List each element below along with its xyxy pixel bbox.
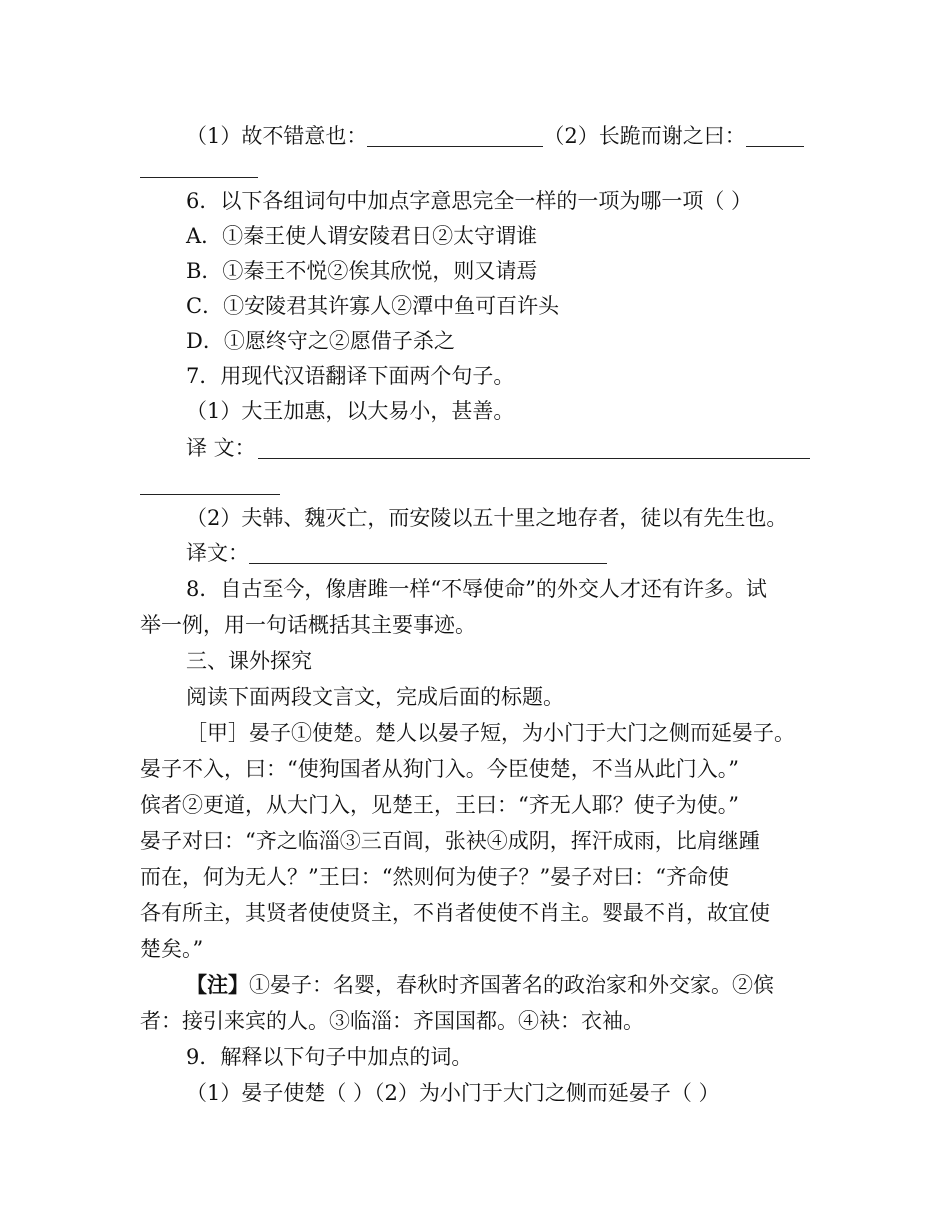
q7-stem: 7．用现代汉语翻译下面两个句子。 bbox=[186, 364, 515, 388]
q6-stem: 6．以下各组词句中加点字意思完全一样的一项为哪一项（ ） bbox=[186, 189, 753, 213]
q6-option-d: D．①愿终守之②愿借子杀之 bbox=[186, 329, 455, 353]
q5-part1-label: （1）故不错意也： bbox=[186, 124, 368, 148]
q7-translation-2-line bbox=[186, 538, 607, 568]
notes-text: ①晏子：名婴，春秋时齐国著名的政治家和外交家。②傧 bbox=[249, 973, 774, 997]
q7-sentence-2: （2）夫韩、魏灭亡，而安陵以五十里之地存者，徒以有先生也。 bbox=[186, 506, 788, 530]
passage-line: 而在，何为无人？”王曰：“然则何为使子？”晏子对曰：“齐命使 bbox=[140, 865, 729, 889]
passage-line: ［甲］晏子①使楚。楚人以晏子短，为小门于大门之侧而延晏子。 bbox=[186, 721, 795, 745]
passage-line: 各有所主，其贤者使使贤主，不肖者使使不肖主。婴最不肖，故宜使 bbox=[140, 901, 770, 925]
q7-sentence-1: （1）大王加惠，以大易小，甚善。 bbox=[186, 399, 515, 423]
q8-line-1: 8．自古至今，像唐雎一样“不辱使命”的外交人才还有许多。试 bbox=[186, 577, 767, 601]
answer-blank bbox=[258, 458, 810, 459]
q7-translation-1-line bbox=[186, 433, 256, 463]
passage-line: 楚矣。” bbox=[140, 937, 204, 961]
section-heading: 三、课外探究 bbox=[186, 649, 312, 673]
notes-line-1 bbox=[186, 970, 774, 1000]
reading-instruction: 阅读下面两段文言文，完成后面的标题。 bbox=[186, 685, 564, 709]
q9-items: （1）晏子使楚（ ）（2）为小门于大门之侧而延晏子（ ） bbox=[186, 1081, 720, 1105]
q5-part2-label: （2）长跪而谢之曰： bbox=[543, 124, 746, 148]
answer-blank bbox=[249, 562, 607, 564]
q9-stem: 9．解释以下句子中加点的词。 bbox=[186, 1045, 473, 1069]
q6-option-a: A．①秦王使人谓安陵君日②太守谓谁 bbox=[186, 224, 538, 248]
answer-blank-continuation bbox=[140, 494, 280, 495]
answer-blank bbox=[367, 145, 543, 147]
notes-label: 【注】 bbox=[186, 972, 249, 997]
answer-blank bbox=[746, 145, 804, 147]
passage-line: 晏子对曰：“齐之临淄③三百闾，张袂④成阴，挥汗成雨，比肩继踵 bbox=[140, 829, 760, 853]
passage-line: 傧者②更道，从大门入，见楚王，王曰：“齐无人耶？使子为使。” bbox=[140, 793, 739, 817]
translation-label: 译文： bbox=[186, 541, 249, 565]
q6-option-c: C．①安陵君其许寡人②潭中鱼可百许头 bbox=[186, 294, 560, 318]
q6-option-b: B．①秦王不悦②俟其欣悦，则又请焉 bbox=[186, 259, 538, 283]
q5-answer-line bbox=[186, 121, 804, 151]
passage-line: 晏子不入，曰：“使狗国者从狗门入。今臣使楚，不当从此门入。” bbox=[140, 757, 739, 781]
translation-label: 译 文： bbox=[186, 436, 256, 460]
notes-line-2: 者：接引来宾的人。③临淄：齐国国都。④袂：衣袖。 bbox=[140, 1009, 644, 1033]
q8-line-2: 举一例，用一句话概括其主要事迹。 bbox=[140, 613, 476, 637]
answer-blank-continuation bbox=[140, 177, 258, 178]
